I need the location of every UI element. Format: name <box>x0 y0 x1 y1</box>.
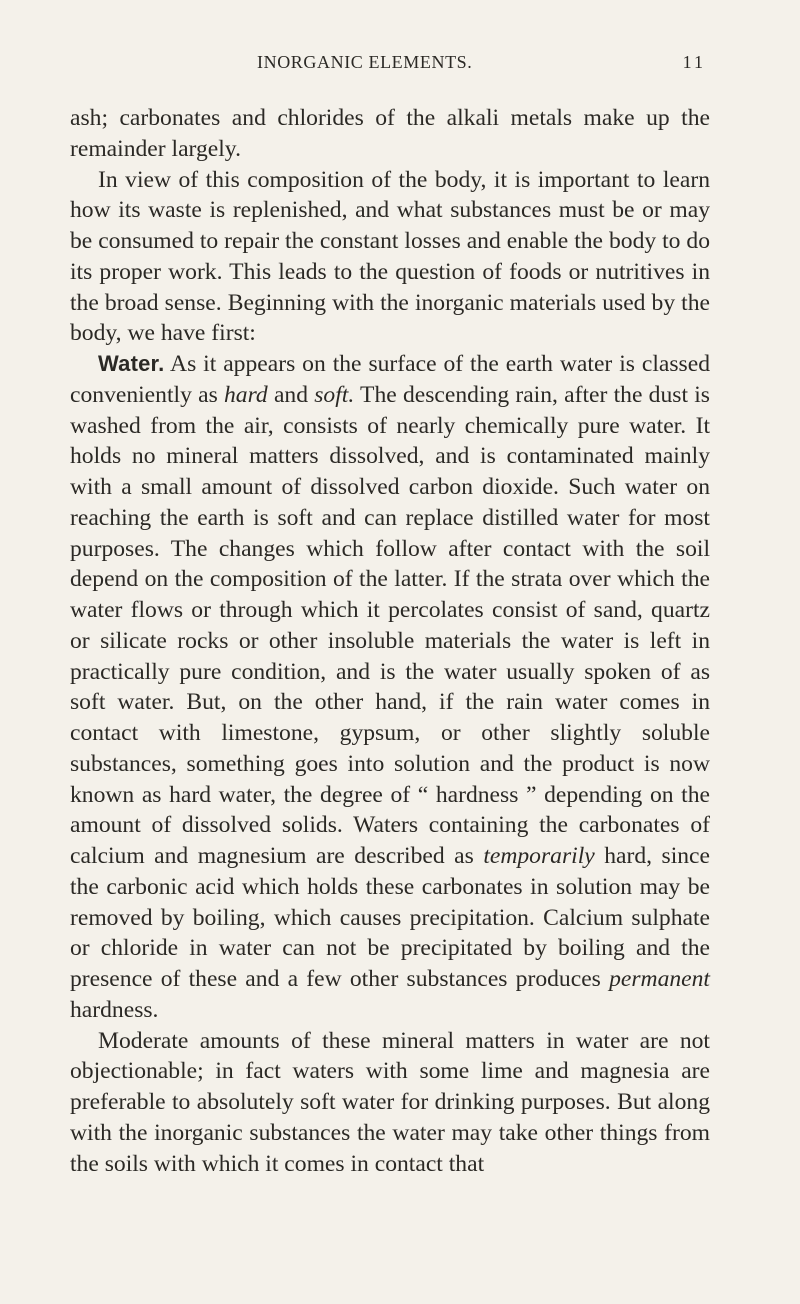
term-permanent: permanent <box>609 966 710 992</box>
body-text <box>70 103 710 1179</box>
paragraph-water <box>70 349 710 1026</box>
paragraph-moderate-amounts: Moderate amounts of these mineral matters in water are not objectionable; in fact waters with some lime and magnesia are preferable to absolutely soft water for drinking purposes. But along with the inorganic substances the water may take other things from the soils with which it comes in contact that <box>70 1027 710 1177</box>
running-title: INORGANIC ELEMENTS. <box>257 52 473 72</box>
term-temporarily: temporarily <box>483 843 595 869</box>
term-hard: hard <box>224 381 268 408</box>
running-head <box>0 52 800 82</box>
paragraph-composition: In view of this composition of the body, it is important to learn how its waste is replenished, and what substances must be or may be consumed to repair the constant losses and enable the body to do its proper work. This leads to the question of foods or nutritives in the broad sense. Beginning with the inorganic materials used by the body, we have first: <box>70 166 710 347</box>
water-text-3: The descending rain, after the dust is washed from the air, consists of nearly chemically pure water. It holds no mineral matters dissolved, and is contaminated mainly with a small amount of dissolved carbon dioxide. Such water on reaching the earth is soft and can replace distilled water for most purposes. The changes which follow after contact with the soil depend on the composition of the latter. If the strata over which the water flows or through which it percolates consist of sand, quartz or silicate rocks or other insoluble materials the water is left in practically pure condition, and is the water usually spoken of as soft water. But, on the other hand, if the rain water comes in contact with limestone, gypsum, or other slightly soluble substances, something goes into solution and the product is now known as hard water, the degree of “ hardness ” depending on the amount of dissolved solids. Waters containing the carbonates of calcium and magnesium are described as <box>70 381 710 869</box>
water-text-1: As it appears on the surface of the earth water is classed conveniently as <box>70 351 710 408</box>
water-sidehead: Water. <box>98 351 165 376</box>
term-soft: soft. <box>314 381 355 408</box>
page-number: 11 <box>682 52 706 72</box>
water-text-5: hardness. <box>70 996 159 1023</box>
paragraph-continuation: ash; carbonates and chlorides of the alkali metals make up the remainder largely. <box>70 105 710 162</box>
water-text-4: hard, since the carbonic acid which holds these carbonates in solution may be removed by boiling, which causes precipitation. Calcium sulphate or chloride in water can not be precipitated by boiling and the presence of these and a few other substances produces <box>70 843 710 992</box>
water-text-2: and <box>267 381 315 408</box>
